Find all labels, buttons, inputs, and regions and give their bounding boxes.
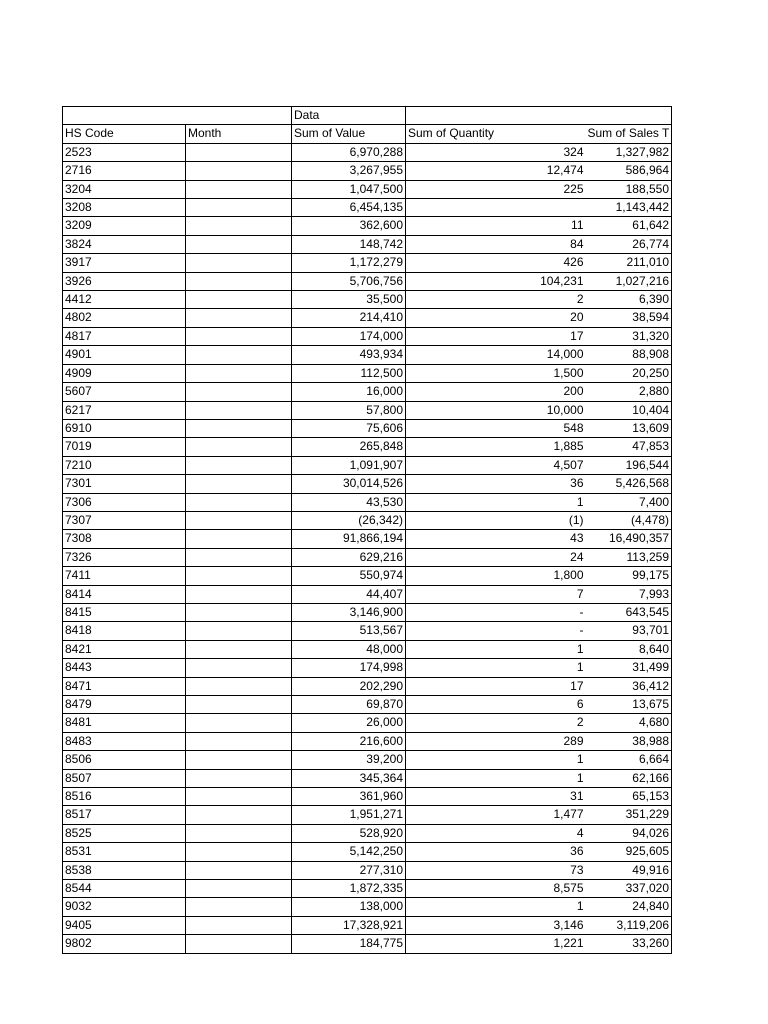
month-cell[interactable] bbox=[186, 493, 292, 511]
month-cell[interactable] bbox=[186, 217, 292, 235]
hs-code-cell[interactable]: 3926 bbox=[63, 272, 186, 290]
quantity-cell[interactable]: 548 bbox=[406, 419, 586, 437]
hs-code-cell[interactable]: 3209 bbox=[63, 217, 186, 235]
sales-tax-cell[interactable]: 10,404 bbox=[586, 401, 672, 419]
sales-tax-cell[interactable]: 3,119,206 bbox=[586, 916, 672, 934]
sales-tax-cell[interactable]: 211,010 bbox=[586, 254, 672, 272]
value-cell[interactable]: 91,866,194 bbox=[292, 530, 406, 548]
hs-code-cell[interactable]: 3917 bbox=[63, 254, 186, 272]
value-cell[interactable]: 1,091,907 bbox=[292, 456, 406, 474]
quantity-cell[interactable]: 84 bbox=[406, 235, 586, 253]
month-cell[interactable] bbox=[186, 585, 292, 603]
quantity-cell[interactable]: 4,507 bbox=[406, 456, 586, 474]
hs-code-cell[interactable]: 3208 bbox=[63, 199, 186, 217]
quantity-cell[interactable]: 10,000 bbox=[406, 401, 586, 419]
quantity-cell[interactable]: 104,231 bbox=[406, 272, 586, 290]
value-cell[interactable]: 277,310 bbox=[292, 861, 406, 879]
quantity-cell[interactable]: 1 bbox=[406, 659, 586, 677]
table-row bbox=[63, 640, 672, 658]
sales-tax-cell[interactable]: 49,916 bbox=[586, 861, 672, 879]
table-row bbox=[63, 199, 672, 217]
quantity-cell[interactable]: - bbox=[406, 622, 586, 640]
table-row bbox=[63, 401, 672, 419]
hs-code-cell[interactable]: 7411 bbox=[63, 567, 186, 585]
sales-tax-cell[interactable]: 196,544 bbox=[586, 456, 672, 474]
hs-code-cell[interactable]: 8516 bbox=[63, 788, 186, 806]
quantity-cell[interactable]: 289 bbox=[406, 732, 586, 750]
sales-tax-cell[interactable]: 5,426,568 bbox=[586, 475, 672, 493]
hs-code-cell[interactable]: 7306 bbox=[63, 493, 186, 511]
month-cell[interactable] bbox=[186, 916, 292, 934]
table-row bbox=[63, 383, 672, 401]
value-cell[interactable]: 17,328,921 bbox=[292, 916, 406, 934]
sales-tax-cell[interactable]: 1,143,442 bbox=[586, 199, 672, 217]
month-cell[interactable] bbox=[186, 548, 292, 566]
sales-tax-cell[interactable]: 65,153 bbox=[586, 788, 672, 806]
quantity-cell[interactable]: 17 bbox=[406, 327, 586, 345]
table-row bbox=[63, 419, 672, 437]
month-cell[interactable] bbox=[186, 438, 292, 456]
value-cell[interactable]: 39,200 bbox=[292, 751, 406, 769]
value-cell[interactable]: 35,500 bbox=[292, 291, 406, 309]
month-cell[interactable] bbox=[186, 732, 292, 750]
hs-code-cell[interactable]: 7308 bbox=[63, 530, 186, 548]
quantity-cell[interactable]: 324 bbox=[406, 143, 586, 161]
table-row bbox=[63, 585, 672, 603]
hs-code-cell[interactable]: 7307 bbox=[63, 511, 186, 529]
table-row bbox=[63, 732, 672, 750]
value-cell[interactable]: 528,920 bbox=[292, 824, 406, 842]
hs-code-cell[interactable]: 8414 bbox=[63, 585, 186, 603]
header-sum-quantity[interactable]: Sum of Quantity bbox=[406, 125, 586, 143]
value-cell[interactable]: 513,567 bbox=[292, 622, 406, 640]
month-cell[interactable] bbox=[186, 603, 292, 621]
month-cell[interactable] bbox=[186, 696, 292, 714]
table-row bbox=[63, 861, 672, 879]
month-cell[interactable] bbox=[186, 788, 292, 806]
month-cell[interactable] bbox=[186, 714, 292, 732]
quantity-cell[interactable]: 4 bbox=[406, 824, 586, 842]
value-cell[interactable]: 1,172,279 bbox=[292, 254, 406, 272]
month-cell[interactable] bbox=[186, 475, 292, 493]
month-cell[interactable] bbox=[186, 291, 292, 309]
month-cell[interactable] bbox=[186, 880, 292, 898]
table-row bbox=[63, 180, 672, 198]
sales-tax-cell[interactable]: 337,020 bbox=[586, 880, 672, 898]
quantity-cell[interactable]: 1 bbox=[406, 769, 586, 787]
sales-tax-cell[interactable]: 61,642 bbox=[586, 217, 672, 235]
hs-code-cell[interactable]: 4412 bbox=[63, 291, 186, 309]
month-cell[interactable] bbox=[186, 843, 292, 861]
header-sum-value[interactable]: Sum of Value bbox=[292, 125, 406, 143]
value-cell[interactable]: 44,407 bbox=[292, 585, 406, 603]
value-cell[interactable]: 1,872,335 bbox=[292, 880, 406, 898]
value-cell[interactable]: 216,600 bbox=[292, 732, 406, 750]
table-row bbox=[63, 438, 672, 456]
quantity-cell[interactable]: 1 bbox=[406, 898, 586, 916]
quantity-cell[interactable]: 7 bbox=[406, 585, 586, 603]
month-cell[interactable] bbox=[186, 180, 292, 198]
sales-tax-cell[interactable]: 351,229 bbox=[586, 806, 672, 824]
quantity-cell[interactable]: 1,800 bbox=[406, 567, 586, 585]
value-cell[interactable]: 493,934 bbox=[292, 346, 406, 364]
quantity-cell[interactable]: 3,146 bbox=[406, 916, 586, 934]
table-row bbox=[63, 677, 672, 695]
month-cell[interactable] bbox=[186, 861, 292, 879]
table-row bbox=[63, 622, 672, 640]
sales-tax-cell[interactable]: 26,774 bbox=[586, 235, 672, 253]
quantity-cell[interactable]: 1,885 bbox=[406, 438, 586, 456]
month-cell[interactable] bbox=[186, 659, 292, 677]
month-cell[interactable] bbox=[186, 640, 292, 658]
hs-code-cell[interactable]: 8506 bbox=[63, 751, 186, 769]
table-row bbox=[63, 935, 672, 953]
value-cell[interactable]: 6,970,288 bbox=[292, 143, 406, 161]
value-cell[interactable]: 48,000 bbox=[292, 640, 406, 658]
value-cell[interactable]: 6,454,135 bbox=[292, 199, 406, 217]
hs-code-cell[interactable]: 4802 bbox=[63, 309, 186, 327]
hs-code-cell[interactable]: 8517 bbox=[63, 806, 186, 824]
hs-code-cell[interactable]: 4817 bbox=[63, 327, 186, 345]
sales-tax-cell[interactable]: 16,490,357 bbox=[586, 530, 672, 548]
sales-tax-cell[interactable]: 188,550 bbox=[586, 180, 672, 198]
hs-code-cell[interactable]: 8479 bbox=[63, 696, 186, 714]
column-header-row bbox=[63, 125, 672, 143]
value-cell[interactable]: 30,014,526 bbox=[292, 475, 406, 493]
sales-tax-cell[interactable]: 31,320 bbox=[586, 327, 672, 345]
table-row bbox=[63, 806, 672, 824]
month-cell[interactable] bbox=[186, 235, 292, 253]
value-cell[interactable]: 5,142,250 bbox=[292, 843, 406, 861]
month-cell[interactable] bbox=[186, 309, 292, 327]
sales-tax-cell[interactable]: 93,701 bbox=[586, 622, 672, 640]
hs-code-cell[interactable]: 8483 bbox=[63, 732, 186, 750]
data-header-row bbox=[63, 107, 672, 125]
table-row bbox=[63, 291, 672, 309]
sales-tax-cell[interactable]: 24,840 bbox=[586, 898, 672, 916]
quantity-cell[interactable]: 2 bbox=[406, 714, 586, 732]
month-cell[interactable] bbox=[186, 383, 292, 401]
hs-code-cell[interactable]: 3824 bbox=[63, 235, 186, 253]
quantity-cell[interactable]: 43 bbox=[406, 530, 586, 548]
hs-code-cell[interactable]: 9405 bbox=[63, 916, 186, 934]
value-cell[interactable]: 629,216 bbox=[292, 548, 406, 566]
hs-code-cell[interactable]: 2716 bbox=[63, 162, 186, 180]
value-cell[interactable]: 112,500 bbox=[292, 364, 406, 382]
blank-cell bbox=[586, 107, 672, 125]
hs-code-cell[interactable]: 8507 bbox=[63, 769, 186, 787]
header-month[interactable]: Month bbox=[186, 125, 292, 143]
table-row bbox=[63, 217, 672, 235]
quantity-cell[interactable]: 14,000 bbox=[406, 346, 586, 364]
hs-code-cell[interactable]: 8544 bbox=[63, 880, 186, 898]
quantity-cell[interactable]: 2 bbox=[406, 291, 586, 309]
quantity-cell[interactable]: 17 bbox=[406, 677, 586, 695]
value-cell[interactable]: 3,267,955 bbox=[292, 162, 406, 180]
quantity-cell[interactable]: 426 bbox=[406, 254, 586, 272]
month-cell[interactable] bbox=[186, 199, 292, 217]
table-row bbox=[63, 162, 672, 180]
value-cell[interactable]: 265,848 bbox=[292, 438, 406, 456]
hs-code-cell[interactable]: 9032 bbox=[63, 898, 186, 916]
sales-tax-cell[interactable]: 38,594 bbox=[586, 309, 672, 327]
table-row bbox=[63, 309, 672, 327]
hs-code-cell[interactable]: 4909 bbox=[63, 364, 186, 382]
month-cell[interactable] bbox=[186, 677, 292, 695]
value-cell[interactable]: 202,290 bbox=[292, 677, 406, 695]
table-row bbox=[63, 493, 672, 511]
sales-tax-cell[interactable]: 2,880 bbox=[586, 383, 672, 401]
table-row bbox=[63, 603, 672, 621]
hs-code-cell[interactable]: 8415 bbox=[63, 603, 186, 621]
month-cell[interactable] bbox=[186, 898, 292, 916]
hs-code-cell[interactable]: 7019 bbox=[63, 438, 186, 456]
quantity-cell[interactable]: 1,477 bbox=[406, 806, 586, 824]
value-cell[interactable]: 174,000 bbox=[292, 327, 406, 345]
table-row bbox=[63, 696, 672, 714]
value-cell[interactable]: 214,410 bbox=[292, 309, 406, 327]
value-cell[interactable]: 1,047,500 bbox=[292, 180, 406, 198]
table-row bbox=[63, 272, 672, 290]
sales-tax-cell[interactable]: 31,499 bbox=[586, 659, 672, 677]
table-row bbox=[63, 751, 672, 769]
hs-code-cell[interactable]: 8471 bbox=[63, 677, 186, 695]
quantity-cell[interactable]: 6 bbox=[406, 696, 586, 714]
table-row bbox=[63, 567, 672, 585]
month-cell[interactable] bbox=[186, 272, 292, 290]
month-cell[interactable] bbox=[186, 530, 292, 548]
table-row bbox=[63, 824, 672, 842]
table-row bbox=[63, 659, 672, 677]
value-cell[interactable]: 5,706,756 bbox=[292, 272, 406, 290]
hs-code-cell[interactable]: 8481 bbox=[63, 714, 186, 732]
sales-tax-cell[interactable]: 62,166 bbox=[586, 769, 672, 787]
quantity-cell[interactable]: 24 bbox=[406, 548, 586, 566]
sales-tax-cell[interactable]: 13,609 bbox=[586, 419, 672, 437]
hs-code-cell[interactable]: 8531 bbox=[63, 843, 186, 861]
sales-tax-cell[interactable]: 4,680 bbox=[586, 714, 672, 732]
quantity-cell[interactable]: (1) bbox=[406, 511, 586, 529]
hs-code-cell[interactable]: 7326 bbox=[63, 548, 186, 566]
value-cell[interactable]: 1,951,271 bbox=[292, 806, 406, 824]
table-row bbox=[63, 880, 672, 898]
table-row bbox=[63, 898, 672, 916]
sales-tax-cell[interactable]: 38,988 bbox=[586, 732, 672, 750]
value-cell[interactable]: 174,998 bbox=[292, 659, 406, 677]
quantity-cell[interactable]: 73 bbox=[406, 861, 586, 879]
quantity-cell[interactable] bbox=[406, 199, 586, 217]
value-cell[interactable]: 184,775 bbox=[292, 935, 406, 953]
value-cell[interactable]: (26,342) bbox=[292, 511, 406, 529]
quantity-cell[interactable]: 12,474 bbox=[406, 162, 586, 180]
sales-tax-cell[interactable]: 925,605 bbox=[586, 843, 672, 861]
table-row bbox=[63, 364, 672, 382]
sales-tax-cell[interactable]: 6,390 bbox=[586, 291, 672, 309]
sales-tax-cell[interactable]: 88,908 bbox=[586, 346, 672, 364]
month-cell[interactable] bbox=[186, 419, 292, 437]
table-row bbox=[63, 714, 672, 732]
hs-code-cell[interactable]: 8538 bbox=[63, 861, 186, 879]
hs-code-cell[interactable]: 8525 bbox=[63, 824, 186, 842]
month-cell[interactable] bbox=[186, 162, 292, 180]
month-cell[interactable] bbox=[186, 751, 292, 769]
header-sum-sales-tax[interactable]: Sum of Sales T bbox=[586, 125, 672, 143]
sales-tax-cell[interactable]: 47,853 bbox=[586, 438, 672, 456]
value-cell[interactable]: 550,974 bbox=[292, 567, 406, 585]
sales-tax-cell[interactable]: 94,026 bbox=[586, 824, 672, 842]
hs-code-cell[interactable]: 7301 bbox=[63, 475, 186, 493]
hs-code-cell[interactable]: 3204 bbox=[63, 180, 186, 198]
month-cell[interactable] bbox=[186, 364, 292, 382]
hs-code-cell[interactable]: 6217 bbox=[63, 401, 186, 419]
table-row bbox=[63, 511, 672, 529]
sales-tax-cell[interactable]: 20,250 bbox=[586, 364, 672, 382]
value-cell[interactable]: 69,870 bbox=[292, 696, 406, 714]
pivot-table bbox=[62, 106, 672, 954]
header-hs-code[interactable]: HS Code bbox=[63, 125, 186, 143]
table-row bbox=[63, 916, 672, 934]
hs-code-cell[interactable]: 2523 bbox=[63, 143, 186, 161]
value-cell[interactable]: 26,000 bbox=[292, 714, 406, 732]
month-cell[interactable] bbox=[186, 769, 292, 787]
hs-code-cell[interactable]: 7210 bbox=[63, 456, 186, 474]
quantity-cell[interactable]: 1 bbox=[406, 751, 586, 769]
table-row bbox=[63, 788, 672, 806]
data-label-cell[interactable]: Data bbox=[292, 107, 406, 125]
quantity-cell[interactable]: 200 bbox=[406, 383, 586, 401]
value-cell[interactable]: 345,364 bbox=[292, 769, 406, 787]
hs-code-cell[interactable]: 8421 bbox=[63, 640, 186, 658]
value-cell[interactable]: 75,606 bbox=[292, 419, 406, 437]
month-cell[interactable] bbox=[186, 346, 292, 364]
sales-tax-cell[interactable]: 7,400 bbox=[586, 493, 672, 511]
blank-cell bbox=[406, 107, 586, 125]
quantity-cell[interactable]: 1 bbox=[406, 640, 586, 658]
table-row bbox=[63, 254, 672, 272]
month-cell[interactable] bbox=[186, 254, 292, 272]
sales-tax-cell[interactable]: 8,640 bbox=[586, 640, 672, 658]
sales-tax-cell[interactable]: 7,993 bbox=[586, 585, 672, 603]
sales-tax-cell[interactable]: 33,260 bbox=[586, 935, 672, 953]
value-cell[interactable]: 16,000 bbox=[292, 383, 406, 401]
quantity-cell[interactable]: 20 bbox=[406, 309, 586, 327]
table-row bbox=[63, 346, 672, 364]
sales-tax-cell[interactable]: 643,545 bbox=[586, 603, 672, 621]
sales-tax-cell[interactable]: (4,478) bbox=[586, 511, 672, 529]
sales-tax-cell[interactable]: 586,964 bbox=[586, 162, 672, 180]
quantity-cell[interactable]: 1,500 bbox=[406, 364, 586, 382]
quantity-cell[interactable]: 36 bbox=[406, 843, 586, 861]
sales-tax-cell[interactable]: 13,675 bbox=[586, 696, 672, 714]
quantity-cell[interactable]: 1,221 bbox=[406, 935, 586, 953]
table-row bbox=[63, 530, 672, 548]
value-cell[interactable]: 3,146,900 bbox=[292, 603, 406, 621]
quantity-cell[interactable]: 8,575 bbox=[406, 880, 586, 898]
month-cell[interactable] bbox=[186, 456, 292, 474]
sales-tax-cell[interactable]: 1,327,982 bbox=[586, 143, 672, 161]
quantity-cell[interactable]: 1 bbox=[406, 493, 586, 511]
month-cell[interactable] bbox=[186, 327, 292, 345]
quantity-cell[interactable]: - bbox=[406, 603, 586, 621]
hs-code-cell[interactable]: 5607 bbox=[63, 383, 186, 401]
value-cell[interactable]: 362,600 bbox=[292, 217, 406, 235]
table-row bbox=[63, 327, 672, 345]
hs-code-cell[interactable]: 9802 bbox=[63, 935, 186, 953]
month-cell[interactable] bbox=[186, 935, 292, 953]
table-row bbox=[63, 235, 672, 253]
table-row bbox=[63, 143, 672, 161]
hs-code-cell[interactable]: 4901 bbox=[63, 346, 186, 364]
month-cell[interactable] bbox=[186, 401, 292, 419]
hs-code-cell[interactable]: 8418 bbox=[63, 622, 186, 640]
value-cell[interactable]: 57,800 bbox=[292, 401, 406, 419]
quantity-cell[interactable]: 36 bbox=[406, 475, 586, 493]
month-cell[interactable] bbox=[186, 143, 292, 161]
month-cell[interactable] bbox=[186, 567, 292, 585]
sales-tax-cell[interactable]: 6,664 bbox=[586, 751, 672, 769]
sales-tax-cell[interactable]: 99,175 bbox=[586, 567, 672, 585]
value-cell[interactable]: 138,000 bbox=[292, 898, 406, 916]
month-cell[interactable] bbox=[186, 511, 292, 529]
hs-code-cell[interactable]: 6910 bbox=[63, 419, 186, 437]
table-row bbox=[63, 456, 672, 474]
sales-tax-cell[interactable]: 1,027,216 bbox=[586, 272, 672, 290]
table-row bbox=[63, 843, 672, 861]
value-cell[interactable]: 43,530 bbox=[292, 493, 406, 511]
sales-tax-cell[interactable]: 36,412 bbox=[586, 677, 672, 695]
month-cell[interactable] bbox=[186, 622, 292, 640]
table-row bbox=[63, 769, 672, 787]
month-cell[interactable] bbox=[186, 806, 292, 824]
table-row bbox=[63, 548, 672, 566]
value-cell[interactable]: 148,742 bbox=[292, 235, 406, 253]
table-row bbox=[63, 475, 672, 493]
month-cell[interactable] bbox=[186, 824, 292, 842]
blank-cell bbox=[186, 107, 292, 125]
blank-cell bbox=[63, 107, 186, 125]
pivot-sheet bbox=[62, 106, 671, 954]
quantity-cell[interactable]: 31 bbox=[406, 788, 586, 806]
hs-code-cell[interactable]: 8443 bbox=[63, 659, 186, 677]
value-cell[interactable]: 361,960 bbox=[292, 788, 406, 806]
quantity-cell[interactable]: 225 bbox=[406, 180, 586, 198]
quantity-cell[interactable]: 11 bbox=[406, 217, 586, 235]
sales-tax-cell[interactable]: 113,259 bbox=[586, 548, 672, 566]
